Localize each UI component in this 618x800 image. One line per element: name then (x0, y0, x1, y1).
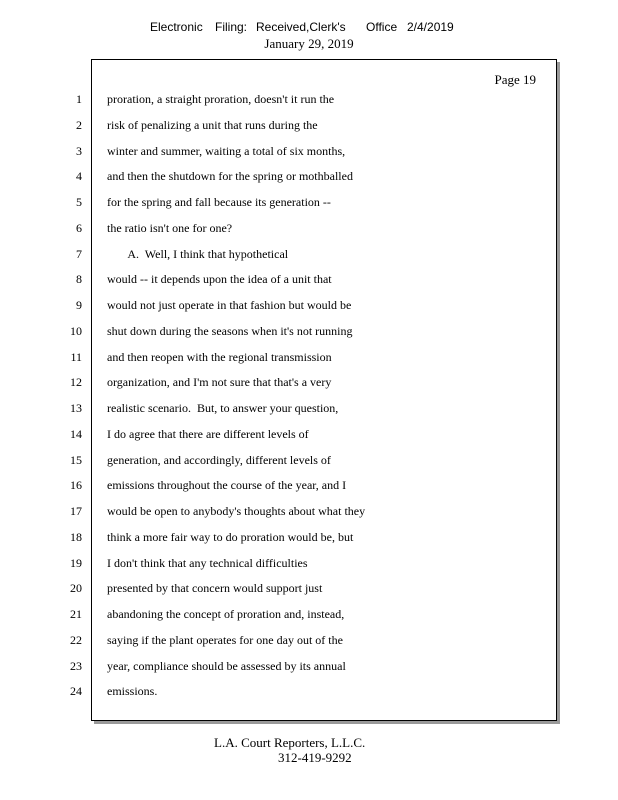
transcript-line: the ratio isn't one for one? (107, 221, 233, 235)
line-number: 8 (76, 272, 82, 286)
filing-stamp-word: Received,Clerk's (256, 20, 346, 34)
transcript-line: generation, and accordingly, different levels of (107, 453, 331, 467)
transcript-line: for the spring and fall because its generation -- (107, 195, 331, 209)
filing-stamp-word: Electronic (150, 20, 203, 34)
filing-stamp-word: 2/4/2019 (407, 20, 454, 34)
transcript-line: abandoning the concept of proration and, instead, (107, 607, 345, 621)
line-number: 17 (70, 504, 82, 518)
transcript-line: I do agree that there are different levels of (107, 427, 309, 441)
line-number: 14 (70, 427, 82, 441)
reporter-company: L.A. Court Reporters, L.L.C. (214, 735, 366, 750)
transcript-line: winter and summer, waiting a total of six months, (107, 144, 346, 158)
transcript-line: would be open to anybody's thoughts about what they (107, 504, 366, 518)
transcript-line: I don't think that any technical difficulties (107, 556, 308, 570)
line-number: 3 (76, 144, 82, 158)
line-number: 1 (76, 92, 82, 106)
line-number: 19 (70, 556, 82, 570)
line-number: 24 (70, 684, 82, 698)
transcript-line: would -- it depends upon the idea of a unit that (107, 272, 332, 286)
line-number: 2 (76, 118, 82, 132)
line-number: 15 (70, 453, 82, 467)
line-number: 11 (70, 350, 82, 364)
transcript-line: risk of penalizing a unit that runs during the (107, 118, 318, 132)
line-number: 20 (70, 581, 82, 595)
line-number: 16 (70, 478, 82, 492)
transcript-line: emissions throughout the course of the year, and I (107, 478, 347, 492)
line-number: 5 (76, 195, 82, 209)
transcript-line: think a more fair way to do proration would be, but (107, 530, 354, 544)
line-number: 18 (70, 530, 82, 544)
transcript-line: and then reopen with the regional transmission (107, 350, 332, 364)
line-number: 7 (76, 247, 82, 261)
transcript-line: saying if the plant operates for one day out of the (107, 633, 343, 647)
filing-stamp-word: Office (366, 20, 398, 34)
transcript-line: emissions. (107, 684, 158, 698)
transcript-line: year, compliance should be assessed by its annual (107, 659, 346, 673)
transcript-line: shut down during the seasons when it's not running (107, 324, 353, 338)
transcript-line: A. Well, I think that hypothetical (107, 247, 289, 261)
transcript-page-frame (91, 59, 557, 721)
line-number: 12 (70, 375, 82, 389)
line-number: 6 (76, 221, 82, 235)
transcript-date: January 29, 2019 (264, 36, 354, 51)
line-number: 10 (70, 324, 82, 338)
line-number: 21 (70, 607, 82, 621)
line-number: 9 (76, 298, 82, 312)
line-number: 23 (70, 659, 82, 673)
line-number: 13 (70, 401, 82, 415)
transcript-line: presented by that concern would support just (107, 581, 323, 595)
transcript-line: organization, and I'm not sure that that's a very (107, 375, 332, 389)
transcript-line: realistic scenario. But, to answer your question, (107, 401, 339, 415)
transcript-line: would not just operate in that fashion but would be (107, 298, 352, 312)
line-number: 4 (76, 169, 82, 183)
page-number: Page 19 (494, 72, 536, 87)
transcript-line: proration, a straight proration, doesn't it run the (107, 92, 335, 106)
line-number: 22 (70, 633, 82, 647)
filing-stamp-header (0, 20, 618, 54)
transcript-line: and then the shutdown for the spring or mothballed (107, 169, 353, 183)
filing-stamp-word: Filing: (215, 20, 248, 34)
reporter-phone: 312-419-9292 (278, 750, 352, 765)
